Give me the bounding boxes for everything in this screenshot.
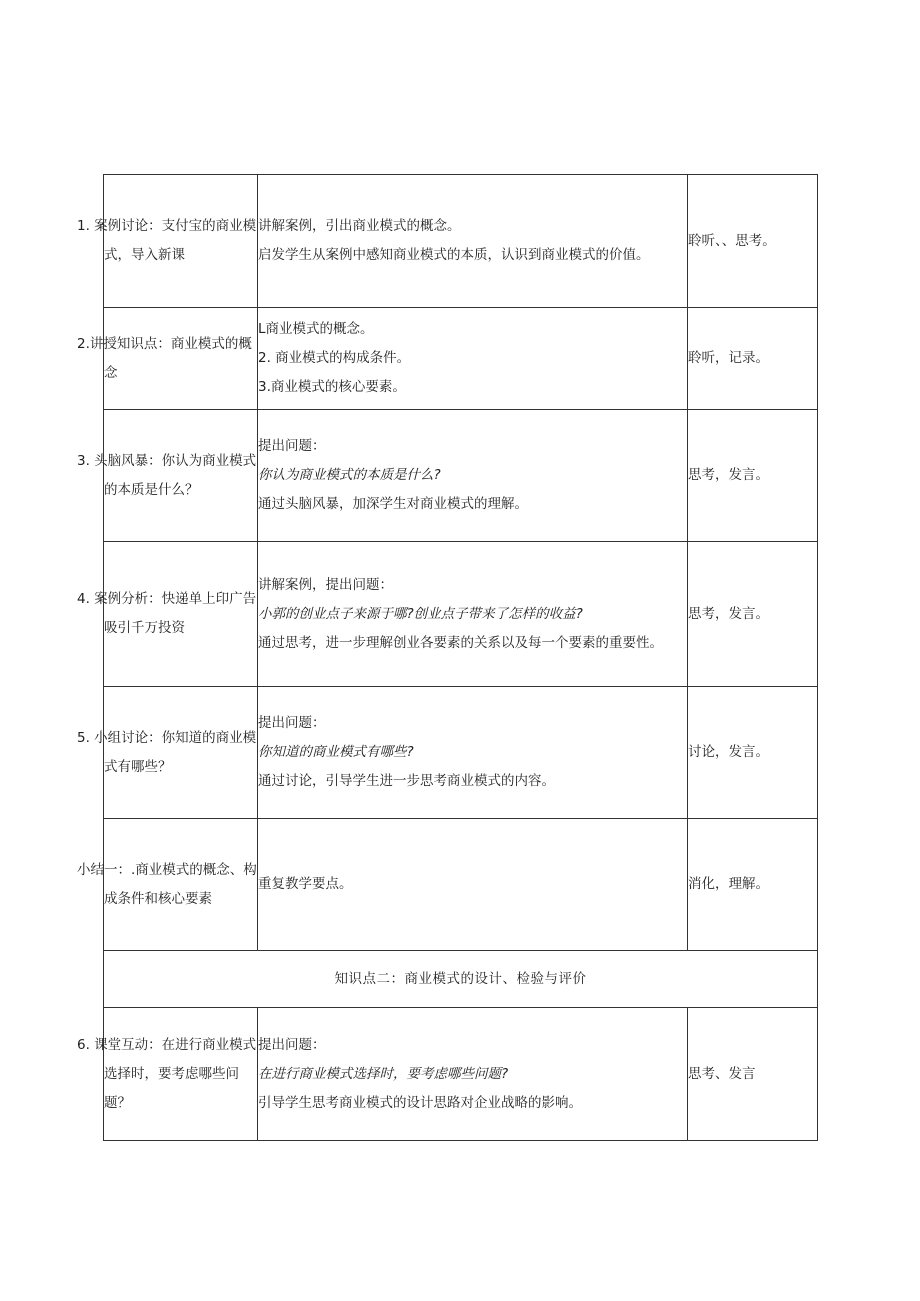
table-row	[104, 308, 818, 410]
question-line: 你认为商业模式的本质是什么?	[258, 467, 441, 483]
question-line: 你知道的商业模式有哪些?	[258, 744, 414, 760]
student-activity-cell: 讨论，发言。	[688, 687, 818, 819]
table-row	[104, 175, 818, 308]
section-heading-row	[104, 951, 818, 1008]
content-cell	[258, 175, 688, 308]
summary-cell: 小结一：.商业模式的概念、构成条件和核心要素	[104, 819, 258, 951]
student-activity-cell: 消化，理解。	[688, 819, 818, 951]
content-cell	[258, 542, 688, 687]
content-line: 重复教学要点。	[258, 876, 353, 892]
table-row	[104, 819, 818, 951]
student-activity-cell: 思考、发言	[688, 1008, 818, 1141]
content-cell	[258, 410, 688, 542]
content-line: 提出问题：	[258, 1036, 326, 1053]
content-line: 3.商业模式的核心要素。	[258, 379, 406, 395]
content-line: 讲解案例，引出商业模式的概念。	[258, 218, 461, 234]
table-row	[104, 542, 818, 687]
table-row	[104, 1008, 818, 1141]
content-cell	[258, 687, 688, 819]
content-line: 通过讨论，引导学生进一步思考商业模式的内容。	[258, 773, 555, 789]
topic-cell: 2.讲授知识点：商业模式的概念	[104, 308, 258, 410]
topic-cell: 5. 小组讨论：你知道的商业模式有哪些？	[104, 687, 258, 819]
section-title: 知识点二：商业模式的设计、检验与评价	[104, 951, 818, 1008]
topic-cell: 3. 头脑风暴：你认为商业模式的本质是什么？	[104, 410, 258, 542]
content-cell	[258, 819, 688, 951]
student-activity-cell: 思考，发言。	[688, 410, 818, 542]
content-line: 提出问题：	[258, 715, 326, 731]
student-activity-cell: 思考，发言。	[688, 542, 818, 687]
content-cell	[258, 1008, 688, 1141]
topic-cell: 1. 案例讨论：支付宝的商业模式，导入新课	[104, 175, 258, 308]
content-line: 讲解案例，提出问题：	[258, 576, 393, 593]
content-line: 通过头脑风暴，加深学生对商业模式的理解。	[258, 496, 528, 512]
lesson-plan-table	[77, 174, 818, 1141]
content-line: 2. 商业模式的构成条件。	[258, 350, 411, 366]
content-line: L商业模式的概念。	[258, 321, 374, 337]
question-line: 小郭的创业点子来源于哪?创业点子带来了怎样的收益?	[258, 605, 583, 622]
student-activity-cell: 聆听，记录。	[688, 308, 818, 410]
table-row	[104, 410, 818, 542]
topic-cell: 4. 案例分析：快递单上印广告吸引千万投资	[104, 542, 258, 687]
student-activity-cell: 聆听、、思考。	[688, 175, 818, 308]
content-line: 通过思考，进一步理解创业各要素的关系以及每一个要素的重要性。	[258, 634, 663, 651]
table-row	[104, 687, 818, 819]
content-cell	[258, 308, 688, 410]
content-line: 启发学生从案例中感知商业模式的本质，认识到商业模式的价值。	[258, 247, 650, 263]
content-line: 提出问题：	[258, 438, 326, 454]
topic-cell: 6. 课堂互动：在进行商业模式选择时，要考虑哪些问题？	[104, 1008, 258, 1141]
content-line: 引导学生思考商业模式的设计思路对企业战略的影响。	[258, 1094, 582, 1111]
question-line: 在进行商业模式选择时，要考虑哪些问题?	[258, 1065, 509, 1082]
